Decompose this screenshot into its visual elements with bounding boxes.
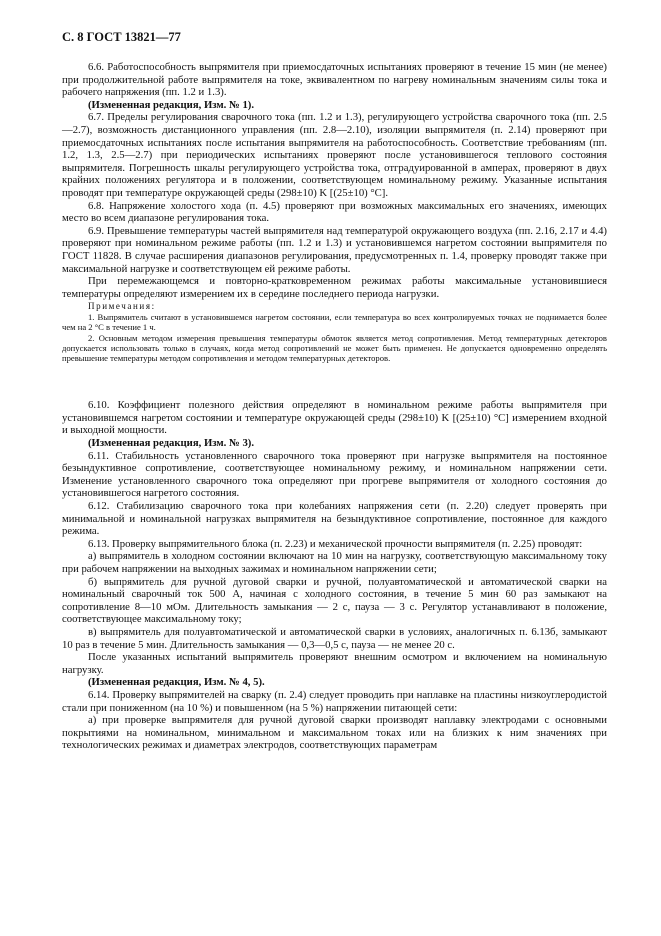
paragraph: а) при проверке выпрямителя для ручной дуговой сварки производят наплавку электродами с основными покрытиями на номинальном, минимальном и максимальном токах или на близких к ним значениях при технологических режимах и диаметрах электродов, соответствующих параметрам bbox=[62, 714, 607, 752]
document-page bbox=[62, 30, 607, 752]
notes-title: Примечания: bbox=[88, 301, 156, 312]
paragraph: 6.13. Проверку выпрямительного блока (п. 2.23) и механической прочности выпрямителя (п. 2.25) проводят: bbox=[88, 537, 583, 550]
paragraph: 6.6. Работоспособность выпрямителя при приемосдаточных испытаниях проверяют в течение 15 мин (не менее) при продолжительной работе выпрямителя на токе, эквивалентном по нагреву номинальным значениям силы тока и рабочего напряжения (пп. 1.2 и 1.3). bbox=[62, 61, 607, 99]
paragraph: 6.10. Коэффициент полезного действия определяют в номинальном режиме работы выпрямителя при установившемся нагретом состоянии и температуре окружающей среды (298±10) K [(25±10) °C] измерением входной и выходной мощности. bbox=[62, 399, 607, 437]
revision-note: (Измененная редакция, Изм. № 1). bbox=[88, 98, 255, 111]
note-item: 2. Основным методом измерения превышения температуры обмоток является метод сопротивления. Метод температурных детекторов допускается использовать только в случаях, когда метод сопротивлений не может быть применен. Не допускается одновременно определять превышение температуры методом сопротивления и методом температурных детекторов. bbox=[62, 332, 607, 364]
paragraph: 6.14. Проверку выпрямителей на сварку (п. 2.4) следует проводить при наплавке на пластины низкоуглеродистой стали при пониженном (на 10 %) и повышенном (на 5 %) напряжении питающей сети: bbox=[62, 688, 607, 714]
document-body bbox=[62, 61, 607, 752]
note-item: 1. Выпрямитель считают в установившемся нагретом состоянии, если температура во всех контролируемых точках не поднимается более чем на 2 °C в течение 1 ч. bbox=[62, 312, 607, 333]
paragraph: После указанных испытаний выпрямитель проверяют внешним осмотром и включением на номинальную нагрузку. bbox=[62, 651, 607, 676]
page-header: С. 8 ГОСТ 13821—77 bbox=[62, 30, 181, 44]
paragraph: б) выпрямитель для ручной дуговой сварки и ручной, полуавтоматической и автоматической сварки на номинальный сварочный ток 500 A, начиная с холодного состояния, в течение 5 мин 60 раз замыкают на сопротивление 8—10 мОм. Длительность замыкания — 2 с, пауза — 3 с. Регулятор устанавливают в положение, соответствующее максимальному току; bbox=[62, 575, 607, 626]
paragraph: При перемежающемся и повторно-кратковременном режимах работы максимальные установившиеся температуры определяют измерением их в середине последнего периода нагрузки. bbox=[62, 275, 607, 300]
paragraph: 6.8. Напряжение холостого хода (п. 4.5) проверяют при возможных максимальных его значениях, имеющих место во всем диапазоне регулирования тока. bbox=[62, 199, 607, 225]
spacer bbox=[62, 379, 607, 383]
paragraph: 6.7. Пределы регулирования сварочного тока (пп. 1.2 и 1.3), регулирующего устройства сварочного тока (пп. 2.5—2.7), возможность дистанционного управления (пп. 2.8—2.10), изоляции выпрямителя (п. 2.14) проверяют при приемосдаточных испытаниях после испытания выпрямителя на работоспособность. Соответствие требованиям (пп. 1.2, 1.3, 2.5—2.7) при периодических испытаниях проверяют после установившегося теплового состояния выпрямителя. Погрешность шкалы регулирующего устройства тока, отградуированной в амперах, проверяют в двух крайних положениях регулятора и в положении, соответствующем номинальному режиму. Указанные испытания проводят при температуре окружающей среды (298±10) K [(25±10) °C]. bbox=[62, 111, 607, 199]
revision-note: (Измененная редакция, Изм. № 4, 5). bbox=[88, 676, 265, 689]
paragraph: 6.12. Стабилизацию сварочного тока при колебаниях напряжения сети (п. 2.20) следует проверять при минимальной и номинальной нагрузках выпрямителя на безындуктивное сопротивление, постоянное для каждого режима. bbox=[62, 500, 607, 538]
paragraph: 6.9. Превышение температуры частей выпрямителя над температурой окружающего воздуха (пп. 2.16, 2.17 и 4.4) проверяют при номинальном режиме работы (пп. 1.2 и 1.3) и установившемся нагретом состоянии выпрямителя по ГОСТ 11828. В случае расширения диапазонов регулирования, предусмотренных п. 1.4, проверку проводят также при максимальной нагрузке и соответствующем ей режиме работы. bbox=[62, 224, 607, 275]
paragraph: 6.11. Стабильность установленного сварочного тока проверяют при нагрузке выпрямителя на постоянное безындуктивное сопротивление, соответствующее номинальному режиму, и номинальном напряжении сети. Изменение установленного сварочного тока определяют при прогреве выпрямителя от холодного состояния до установившегося нагретого состояния. bbox=[62, 449, 607, 500]
paragraph: в) выпрямитель для полуавтоматической и автоматической сварки в условиях, аналогичных п. 6.13б, замыкают 10 раз в течение 5 мин. Длительность замыкания — 0,3—0,5 с, пауза — не менее 20 с. bbox=[62, 625, 607, 651]
revision-note: (Измененная редакция, Изм. № 3). bbox=[88, 437, 255, 450]
paragraph: а) выпрямитель в холодном состоянии включают на 10 мин на нагрузку, соответствующую максимальному току при рабочем напряжении на выходных зажимах и номинальном напряжении сети; bbox=[62, 550, 607, 576]
